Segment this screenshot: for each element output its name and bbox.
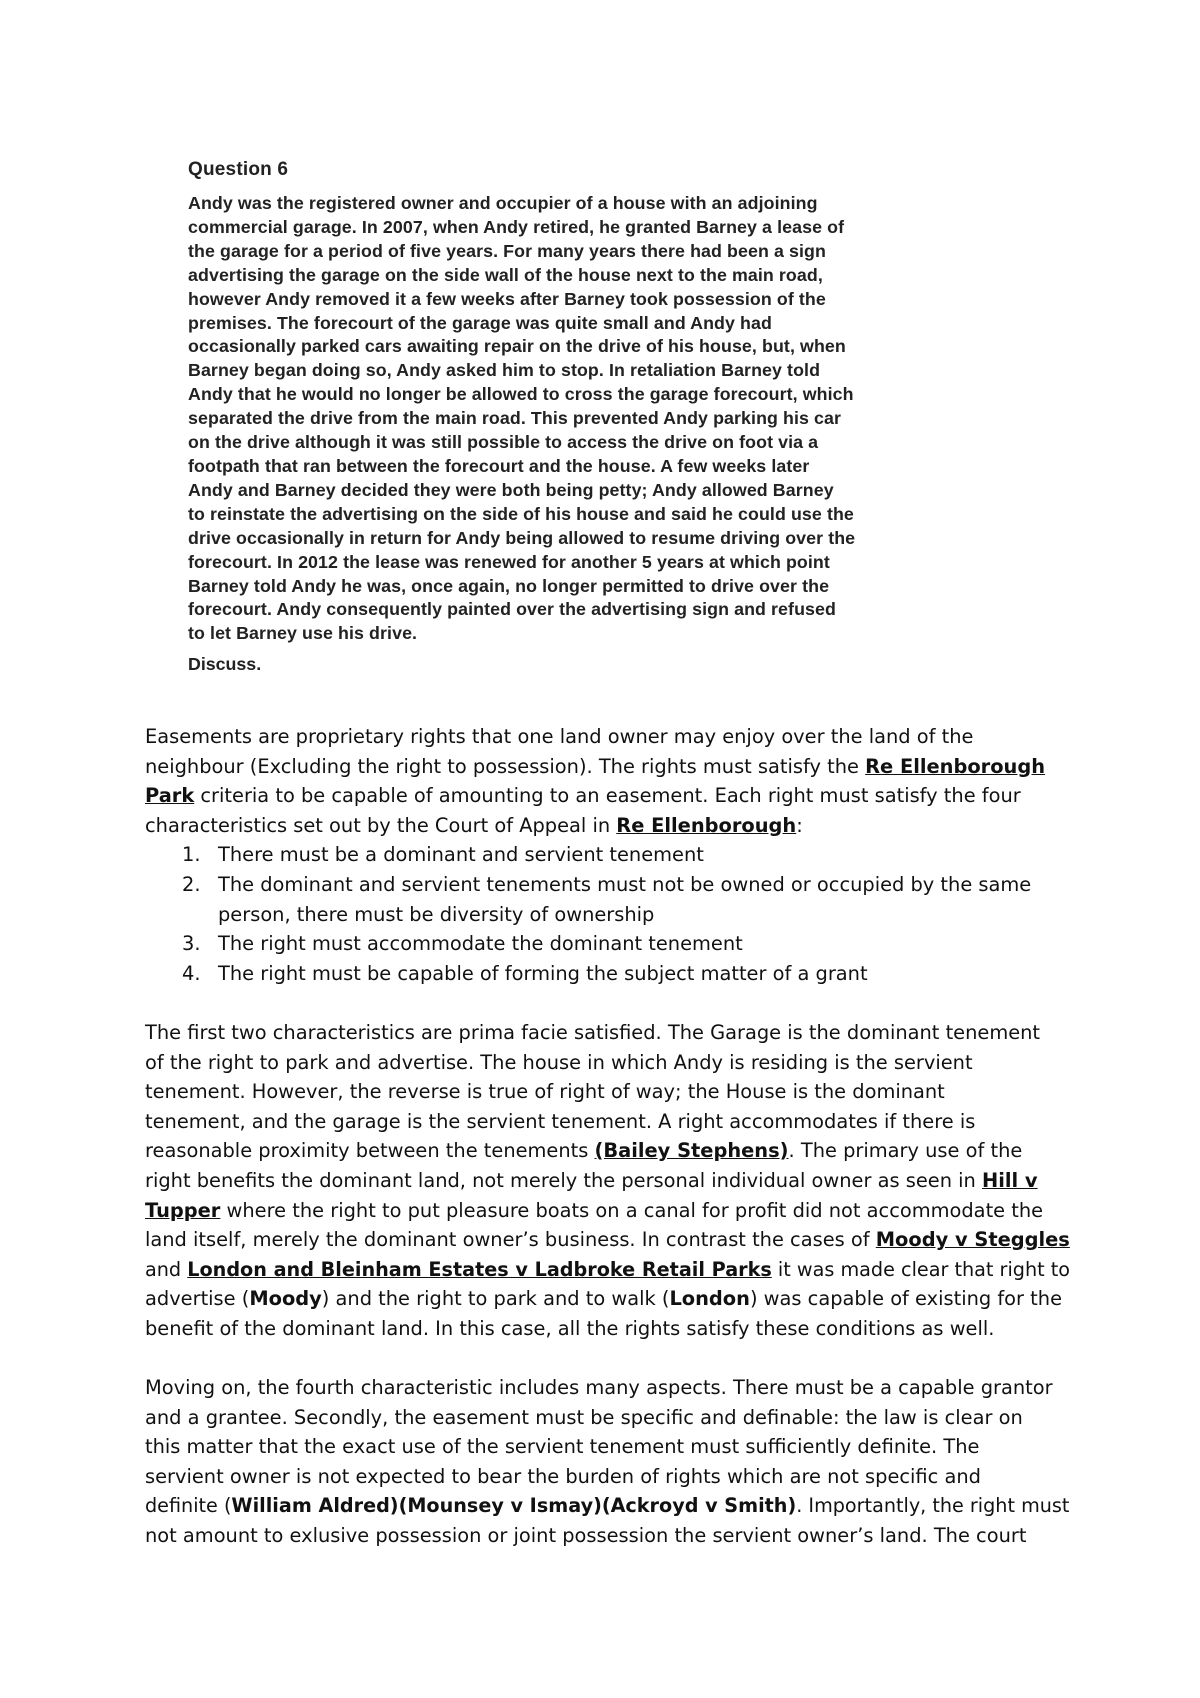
text-line: tenement. However, the reverse is true of right of way; the House is the dominant	[145, 1080, 945, 1104]
text-line	[145, 1196, 1070, 1226]
text-run: :	[796, 813, 803, 837]
question-line: the garage for a period of five years. For many years there had been a sign	[188, 240, 826, 261]
question-line: to let Barney use his drive.	[188, 623, 418, 644]
text-line	[145, 1284, 1070, 1314]
list-item-text: The right must accommodate the dominant tenement	[218, 932, 743, 956]
question-line: forecourt. Andy consequently painted over the advertising sign and refused	[188, 599, 836, 620]
case-reference: Hill v	[982, 1168, 1038, 1192]
text-run: criteria to be capable of amounting to an easement. Each right must satisfy the four	[194, 784, 1021, 808]
text-run: ) and the right to park and to walk (	[321, 1287, 670, 1311]
question-line: occasionally parked cars awaiting repair on the drive of his house, but, when	[188, 336, 846, 357]
list-item	[145, 959, 1070, 989]
question-line: forecourt. In 2012 the lease was renewed for another 5 years at which point	[188, 551, 830, 572]
question-line: on the drive although it was still possible to access the drive on foot via a	[188, 432, 819, 453]
text-line	[145, 1255, 1071, 1285]
text-run: land itself, merely the dominant owner’s business. In contrast the cases of	[145, 1228, 876, 1252]
question-line: Andy was the registered owner and occupier of a house with an adjoining	[188, 193, 818, 213]
case-reference: (Bailey Stephens)	[594, 1139, 789, 1163]
list-number: 2.	[182, 872, 201, 896]
question-line: Andy that he would no longer be allowed to cross the garage forecourt, which	[188, 384, 854, 405]
case-reference: Re Ellenborough	[865, 754, 1046, 778]
question-line: commercial garage. In 2007, when Andy retired, he granted Barney a lease of	[188, 216, 845, 237]
question-text	[188, 192, 988, 646]
case-reference: Tupper	[145, 1198, 221, 1222]
text-line	[145, 752, 1070, 782]
question-line: Barney told Andy he was, once again, no longer permitted to drive over the	[188, 575, 830, 596]
intro-paragraph	[145, 722, 1070, 840]
case-reference: Re Ellenborough	[616, 813, 797, 837]
question-line: Barney began doing so, Andy asked him to stop. In retaliation Barney told	[188, 360, 821, 381]
text-line: The first two characteristics are prima facie satisfied. The Garage is the dominant tenement	[145, 1020, 1041, 1044]
question-title: Question 6	[188, 159, 289, 180]
question-discuss: Discuss.	[188, 654, 262, 675]
text-run: Easements are proprietary rights that one land owner may enjoy over the land of the	[145, 725, 974, 748]
text-run: where the right to put pleasure boats on a canal for profit did not accommodate the	[220, 1198, 1044, 1222]
question-line: advertising the garage on the side wall of the house next to the main road,	[188, 264, 823, 285]
list-item	[145, 929, 1070, 959]
text-line	[145, 1225, 1070, 1255]
fourth-characteristic-paragraph	[145, 1373, 1070, 1551]
text-line	[145, 1491, 1070, 1521]
text-run: . The primary use of the	[788, 1139, 1023, 1163]
text-run: it was made clear that right to	[771, 1257, 1071, 1281]
text-run: definite (	[145, 1494, 232, 1518]
paragraph-gap	[145, 988, 1070, 1018]
list-item	[145, 840, 1070, 870]
text-line: Moving on, the fourth characteristic includes many aspects. There must be a capable grantor	[145, 1376, 1053, 1400]
paragraph-gap	[145, 1343, 1070, 1373]
text-run: ) was capable of existing for the	[749, 1287, 1063, 1311]
question-line: however Andy removed it a few weeks after Barney took possession of the	[188, 288, 826, 309]
case-reference: London and Bleinham Estates v Ladbroke Retail Parks	[187, 1257, 772, 1281]
case-reference: Park	[145, 784, 195, 808]
text-line	[145, 811, 1070, 841]
text-run: right benefits the dominant land, not merely the personal individual owner as seen in	[145, 1168, 982, 1192]
list-number: 1.	[182, 843, 201, 867]
text-line	[145, 722, 1070, 752]
question-image	[188, 158, 988, 676]
text-run: characteristics set out by the Court of Appeal in	[145, 813, 617, 837]
text-line	[145, 1166, 1070, 1196]
text-run: advertise (	[145, 1287, 250, 1311]
list-item-text: person, there must be diversity of ownership	[218, 902, 655, 926]
list-item-text: The dominant and servient tenements must not be owned or occupied by the same	[218, 872, 1032, 896]
text-run: neighbour (Excluding the right to possession). The rights must satisfy the	[145, 754, 866, 778]
question-line: footpath that ran between the forecourt and the house. A few weeks later	[188, 455, 810, 476]
list-item-text: There must be a dominant and servient tenement	[218, 843, 704, 867]
text-line: servient owner is not expected to bear the burden of rights which are not specific and	[145, 1464, 981, 1488]
text-line: of the right to park and advertise. The house in which Andy is residing is the servient	[145, 1050, 973, 1074]
list-item	[145, 870, 1070, 929]
list-item-text: The right must be capable of forming the subject matter of a grant	[218, 961, 868, 985]
text-line: benefit of the dominant land. In this case, all the rights satisfy these conditions as well.	[145, 1316, 995, 1340]
text-run: and	[145, 1257, 188, 1281]
text-run: reasonable proximity between the tenements	[145, 1139, 595, 1163]
question-line: drive occasionally in return for Andy being allowed to resume driving over the	[188, 527, 856, 548]
text-line: and a grantee. Secondly, the easement must be specific and definable: the law is clear on	[145, 1405, 1023, 1429]
case-reference: William Aldred)(Mounsey v Ismay)(Ackroyd v Smith)	[231, 1494, 797, 1518]
list-number: 4.	[182, 961, 201, 985]
text-run: . Importantly, the right must	[796, 1494, 1070, 1518]
case-reference: Moody	[249, 1287, 322, 1311]
accommodation-paragraph	[145, 1018, 1070, 1344]
text-line	[145, 781, 1070, 811]
question-line: Andy and Barney decided they were both being petty; Andy allowed Barney	[188, 479, 834, 500]
question-line: separated the drive from the main road. This prevented Andy parking his car	[188, 408, 842, 429]
characteristics-list	[145, 840, 1070, 988]
text-line: this matter that the exact use of the servient tenement must sufficiently definite. The	[145, 1435, 980, 1459]
question-line: premises. The forecourt of the garage was quite small and Andy had	[188, 312, 772, 333]
question-line: to reinstate the advertising on the side of his house and said he could use the	[188, 503, 854, 524]
text-line: not amount to exlusive possession or joint possession the servient owner’s land. The court	[145, 1524, 1027, 1548]
case-reference: Moody v Steggles	[875, 1228, 1070, 1252]
text-line: tenement, and the garage is the servient tenement. A right accommodates if there is	[145, 1109, 976, 1133]
text-line	[145, 1136, 1070, 1166]
answer-body	[145, 722, 1070, 1551]
list-number: 3.	[182, 932, 201, 956]
case-reference: London	[669, 1287, 750, 1311]
